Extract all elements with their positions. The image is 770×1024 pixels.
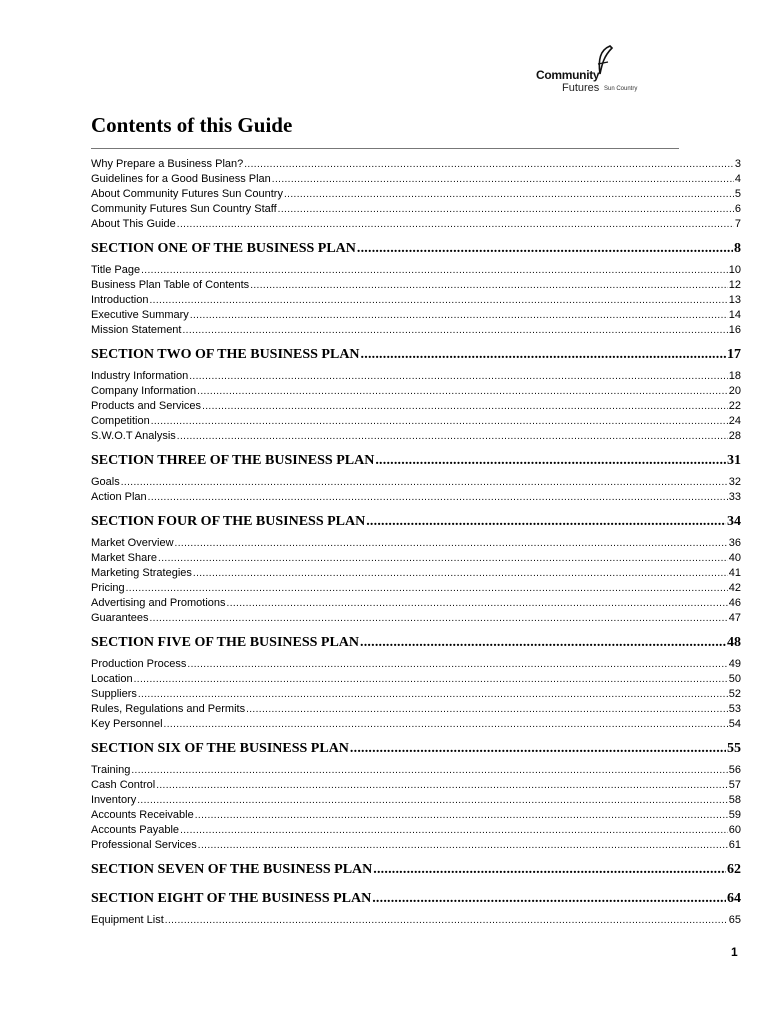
toc-entry[interactable]	[91, 596, 741, 611]
toc-entry-label: SECTION TWO OF THE BUSINESS PLAN	[91, 347, 360, 362]
dot-leader	[190, 308, 728, 323]
toc-entry-label: SECTION ONE OF THE BUSINESS PLAN	[91, 241, 356, 256]
toc-entry-label: Business Plan Table of Contents	[91, 279, 250, 291]
toc-entry-page: 47	[728, 612, 741, 624]
toc-section-heading[interactable]	[91, 343, 741, 367]
toc-entry-label: Why Prepare a Business Plan?	[91, 158, 244, 170]
dot-leader	[164, 717, 728, 732]
toc-entry-page: 20	[728, 385, 741, 397]
toc-entry[interactable]	[91, 823, 741, 838]
toc-entry-page: 34	[727, 514, 741, 529]
dot-leader	[158, 551, 728, 566]
dot-leader	[250, 278, 728, 293]
toc-entry[interactable]	[91, 308, 741, 323]
dot-leader	[149, 611, 727, 626]
dot-leader	[373, 858, 726, 882]
toc-entry-label: S.W.O.T Analysis	[91, 430, 176, 442]
toc-entry-label: SECTION FOUR OF THE BUSINESS PLAN	[91, 514, 366, 529]
dot-leader	[151, 414, 728, 429]
toc-entry-page: 57	[728, 779, 741, 791]
toc-section-heading[interactable]	[91, 858, 741, 882]
toc-entry-label: Products and Services	[91, 400, 202, 412]
dot-leader	[246, 702, 728, 717]
toc-entry[interactable]	[91, 202, 741, 217]
toc-entry[interactable]	[91, 566, 741, 581]
dot-leader	[357, 237, 733, 261]
dot-leader	[350, 737, 726, 761]
toc-entry[interactable]	[91, 263, 741, 278]
dot-leader	[202, 399, 728, 414]
toc-entry-page: 12	[728, 279, 741, 291]
dot-leader	[121, 475, 728, 490]
toc-entry-page: 7	[734, 218, 741, 230]
toc-section-heading[interactable]	[91, 887, 741, 911]
toc-entry-label: Training	[91, 764, 131, 776]
toc-entry-label: Industry Information	[91, 370, 189, 382]
toc-entry-page: 13	[728, 294, 741, 306]
toc-section-heading[interactable]	[91, 737, 741, 761]
toc-entry-label: Guidelines for a Good Business Plan	[91, 173, 271, 185]
toc-entry-label: About This Guide	[91, 218, 176, 230]
dot-leader	[137, 793, 728, 808]
toc-entry-label: Action Plan	[91, 491, 147, 503]
toc-entry-page: 49	[728, 658, 741, 670]
title-divider	[91, 148, 679, 149]
toc-entry-page: 33	[728, 491, 741, 503]
logo-text-community: Community	[536, 68, 600, 82]
toc-entry-page: 22	[728, 400, 741, 412]
dot-leader	[193, 566, 728, 581]
toc-entry-page: 42	[728, 582, 741, 594]
toc-entry-label: Goals	[91, 476, 120, 488]
toc-entry[interactable]	[91, 278, 741, 293]
toc-entry-page: 32	[728, 476, 741, 488]
dot-leader	[195, 808, 728, 823]
toc-entry-page: 16	[728, 324, 741, 336]
toc-entry-label: Title Page	[91, 264, 141, 276]
toc-entry[interactable]	[91, 581, 741, 596]
toc-entry[interactable]	[91, 672, 741, 687]
toc-entry[interactable]	[91, 384, 741, 399]
toc-entry[interactable]	[91, 369, 741, 384]
dot-leader	[375, 449, 726, 473]
toc-entry[interactable]	[91, 217, 741, 232]
toc-entry-label: Guarantees	[91, 612, 149, 624]
toc-entry[interactable]	[91, 157, 741, 172]
dot-leader	[227, 596, 728, 611]
toc-entry-label: SECTION SIX OF THE BUSINESS PLAN	[91, 741, 349, 756]
toc-entry-page: 60	[728, 824, 741, 836]
dot-leader	[182, 323, 727, 338]
toc-entry-label: Mission Statement	[91, 324, 182, 336]
toc-entry-page: 62	[727, 862, 741, 877]
toc-entry-page: 53	[728, 703, 741, 715]
logo-text-futures: Futures	[562, 82, 600, 94]
toc-entry-page: 6	[734, 203, 741, 215]
toc-entry-label: Accounts Receivable	[91, 809, 194, 821]
toc-entry-label: Production Process	[91, 658, 187, 670]
dot-leader	[284, 187, 734, 202]
dot-leader	[189, 369, 728, 384]
table-of-contents	[91, 157, 741, 928]
toc-entry-page: 59	[728, 809, 741, 821]
dot-leader	[149, 293, 727, 308]
dot-leader	[278, 202, 734, 217]
toc-entry[interactable]	[91, 293, 741, 308]
dot-leader	[175, 536, 728, 551]
toc-entry[interactable]	[91, 399, 741, 414]
toc-section-heading[interactable]	[91, 510, 741, 534]
toc-entry-page: 3	[734, 158, 741, 170]
toc-entry[interactable]	[91, 323, 741, 338]
toc-entry-label: Key Personnel	[91, 718, 163, 730]
toc-section-heading[interactable]	[91, 449, 741, 473]
toc-entry-label: Market Overview	[91, 537, 174, 549]
toc-entry[interactable]	[91, 551, 741, 566]
toc-entry-label: Competition	[91, 415, 150, 427]
dot-leader	[198, 838, 728, 853]
toc-entry[interactable]	[91, 429, 741, 444]
toc-entry-label: Rules, Regulations and Permits	[91, 703, 246, 715]
toc-entry[interactable]	[91, 172, 741, 187]
toc-entry-page: 10	[728, 264, 741, 276]
page-title: Contents of this Guide	[91, 113, 293, 137]
toc-entry-page: 31	[727, 453, 741, 468]
toc-entry-label: Introduction	[91, 294, 149, 306]
toc-entry-page: 65	[728, 914, 741, 926]
toc-entry-page: 36	[728, 537, 741, 549]
toc-entry-page: 52	[728, 688, 741, 700]
dot-leader	[360, 631, 726, 655]
toc-entry-page: 4	[734, 173, 741, 185]
toc-entry-page: 46	[728, 597, 741, 609]
toc-entry-label: Advertising and Promotions	[91, 597, 226, 609]
toc-entry[interactable]	[91, 913, 741, 928]
toc-entry-label: Accounts Payable	[91, 824, 180, 836]
dot-leader	[244, 157, 734, 172]
toc-entry-label: Company Information	[91, 385, 197, 397]
toc-entry[interactable]	[91, 490, 741, 505]
dot-leader	[180, 823, 728, 838]
toc-entry-label: SECTION FIVE OF THE BUSINESS PLAN	[91, 635, 360, 650]
toc-entry[interactable]	[91, 778, 741, 793]
toc-entry-page: 17	[727, 347, 741, 362]
toc-entry-page: 14	[728, 309, 741, 321]
toc-entry-label: Executive Summary	[91, 309, 189, 321]
toc-entry[interactable]	[91, 808, 741, 823]
toc-entry-label: Market Share	[91, 552, 158, 564]
toc-entry[interactable]	[91, 414, 741, 429]
toc-entry-label: Marketing Strategies	[91, 567, 192, 579]
toc-entry-label: Pricing	[91, 582, 125, 594]
dot-leader	[372, 887, 726, 911]
dot-leader	[366, 510, 726, 534]
toc-entry-page: 58	[728, 794, 741, 806]
toc-entry[interactable]	[91, 793, 741, 808]
community-futures-logo	[536, 44, 646, 98]
toc-entry-label: Suppliers	[91, 688, 137, 700]
toc-entry[interactable]	[91, 657, 741, 672]
dot-leader	[156, 778, 728, 793]
logo-text-sun-country: Sun Country	[604, 86, 638, 92]
toc-entry[interactable]	[91, 611, 741, 626]
dot-leader	[165, 913, 728, 928]
toc-entry-page: 61	[728, 839, 741, 851]
toc-entry-label: SECTION THREE OF THE BUSINESS PLAN	[91, 453, 375, 468]
toc-entry-page: 8	[734, 241, 741, 256]
page-number: 1	[731, 945, 738, 959]
toc-section-heading[interactable]	[91, 237, 741, 261]
toc-entry-label: Professional Services	[91, 839, 197, 851]
toc-entry-page: 54	[728, 718, 741, 730]
toc-entry-label: Location	[91, 673, 133, 685]
toc-entry[interactable]	[91, 187, 741, 202]
toc-entry-label: About Community Futures Sun Country	[91, 188, 283, 200]
toc-entry-label: Community Futures Sun Country Staff	[91, 203, 277, 215]
toc-entry-page: 48	[727, 635, 741, 650]
toc-entry[interactable]	[91, 838, 741, 853]
dot-leader	[134, 672, 728, 687]
toc-entry[interactable]	[91, 536, 741, 551]
toc-entry-page: 64	[727, 891, 741, 906]
toc-entry[interactable]	[91, 717, 741, 732]
dot-leader	[272, 172, 734, 187]
toc-entry[interactable]	[91, 687, 741, 702]
toc-entry[interactable]	[91, 475, 741, 490]
toc-entry-label: Inventory	[91, 794, 137, 806]
toc-entry-page: 56	[728, 764, 741, 776]
toc-entry-page: 50	[728, 673, 741, 685]
toc-entry-page: 24	[728, 415, 741, 427]
dot-leader	[131, 763, 727, 778]
toc-entry-page: 18	[728, 370, 741, 382]
toc-entry[interactable]	[91, 702, 741, 717]
dot-leader	[197, 384, 728, 399]
dot-leader	[138, 687, 728, 702]
toc-entry-label: SECTION EIGHT OF THE BUSINESS PLAN	[91, 891, 372, 906]
dot-leader	[361, 343, 726, 367]
dot-leader	[177, 217, 734, 232]
dot-leader	[177, 429, 728, 444]
toc-entry-label: Equipment List	[91, 914, 164, 926]
toc-entry[interactable]	[91, 763, 741, 778]
toc-entry-page: 28	[728, 430, 741, 442]
toc-entry-label: Cash Control	[91, 779, 156, 791]
toc-entry-label: SECTION SEVEN OF THE BUSINESS PLAN	[91, 862, 373, 877]
toc-section-heading[interactable]	[91, 631, 741, 655]
toc-entry-page: 5	[734, 188, 741, 200]
dot-leader	[141, 263, 728, 278]
dot-leader	[148, 490, 728, 505]
toc-entry-page: 55	[727, 741, 741, 756]
dot-leader	[187, 657, 727, 672]
dot-leader	[126, 581, 728, 596]
toc-entry-page: 40	[728, 552, 741, 564]
toc-entry-page: 41	[728, 567, 741, 579]
